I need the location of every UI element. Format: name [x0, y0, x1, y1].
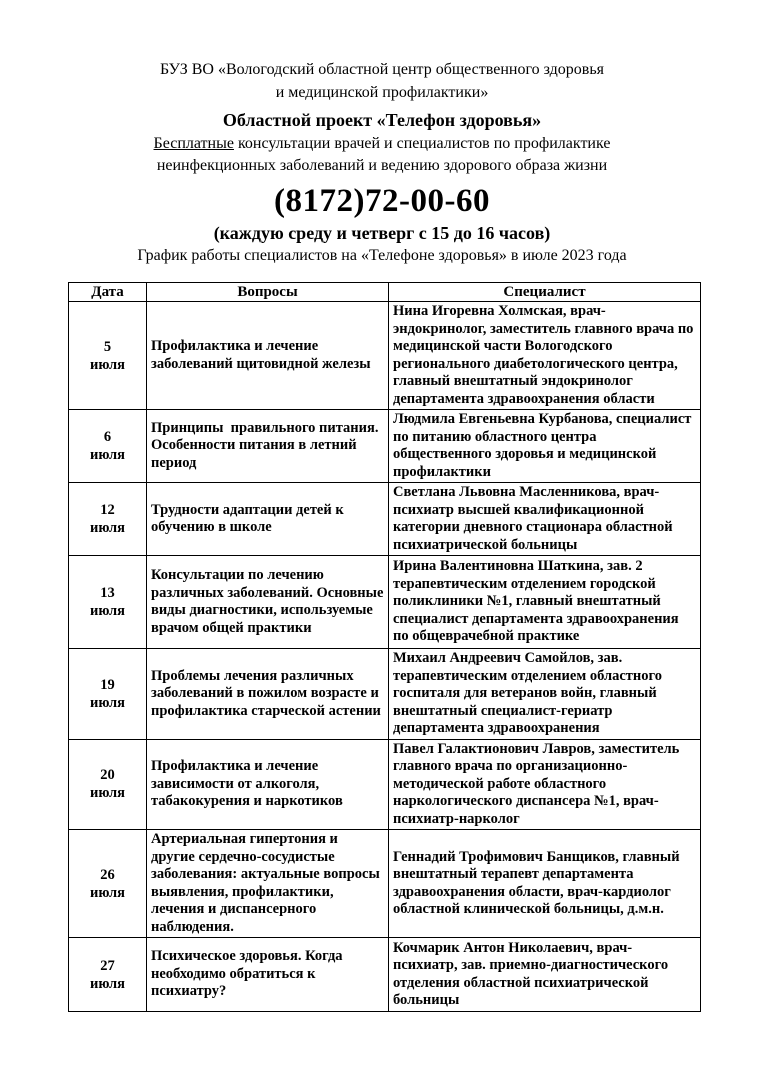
- topic-cell: Профилактика и лечение зависимости от алкоголя, табакокурения и наркотиков: [147, 739, 389, 830]
- date-month: июля: [89, 975, 126, 992]
- date-cell: [69, 938, 147, 1012]
- document-header: [0, 0, 764, 267]
- topic-cell: Психическое здоровья. Когда необходимо обратиться к психиатру?: [147, 938, 389, 1012]
- table-row: [69, 302, 701, 410]
- date-month: июля: [89, 694, 126, 711]
- date-cell: [69, 556, 147, 649]
- date-month: июля: [89, 884, 126, 901]
- phone-number: (8172)72-00-60: [274, 183, 490, 219]
- header-row: [69, 283, 701, 302]
- table-row: [69, 410, 701, 483]
- org-name-line2: и медицинской профилактики»: [275, 84, 489, 101]
- org-name-line1: БУЗ ВО «Вологодский областной центр общественного здоровья: [159, 61, 605, 78]
- schedule-table: [68, 282, 701, 1012]
- date-day: 20: [100, 767, 115, 784]
- table-row: [69, 483, 701, 556]
- date-month: июля: [89, 785, 126, 802]
- col-header-specialist: Специалист: [389, 283, 701, 302]
- topic-cell: Проблемы лечения различных заболеваний в пожилом возрасте и профилактика старческой астении: [147, 649, 389, 740]
- free-word-underlined: Бесплатные: [153, 135, 234, 152]
- date-cell: [69, 483, 147, 556]
- specialist-cell: Людмила Евгеньевна Курбанова, специалист по питанию областного центра общественного здоровья и медицинской профилактики: [389, 410, 701, 483]
- specialist-cell: Светлана Львовна Масленникова, врач-психиатр высшей квалификационной категории дневного стационара областной психиатрической больницы: [389, 483, 701, 556]
- table-row: [69, 556, 701, 649]
- topic-cell: Принципы правильного питания. Особенности питания в летний период: [147, 410, 389, 483]
- date-cell: [69, 302, 147, 410]
- col-header-date: Дата: [69, 283, 147, 302]
- schedule-hours: (каждую среду и четверг с 15 до 16 часов): [213, 223, 551, 243]
- specialist-cell: Геннадий Трофимович Банщиков, главный внештатный терапевт департамента здравоохранения области, врач-кардиолог областной клинической больницы, д.м.н.: [389, 830, 701, 938]
- date-day: 26: [100, 866, 115, 883]
- date-day: 13: [100, 585, 115, 601]
- specialist-cell: Михаил Андреевич Самойлов, зав. терапевтическим отделением областного госпиталя для ветеранов войн, главный внештатный специалист-гериатр департамента здравоохранения: [389, 649, 701, 740]
- specialist-cell: Нина Игоревна Холмская, врач-эндокринолог, заместитель главного врача по медицинской части Вологодского регионального диабетологического центра, главный внештатный эндокринолог департамента здравоохранения области: [389, 302, 701, 410]
- date-day: 6: [103, 429, 112, 445]
- specialist-cell: Кочмарик Антон Николаевич, врач-психиатр, зав. приемно-диагностического отделения областной психиатрической больницы: [389, 938, 701, 1012]
- date-day: 12: [100, 502, 115, 518]
- table-row: [69, 830, 701, 938]
- date-month: июля: [89, 356, 126, 373]
- date-month: июля: [89, 447, 126, 463]
- col-header-topic: Вопросы: [147, 283, 389, 302]
- free-consultations-line1: [0, 133, 764, 155]
- date-day: 27: [100, 957, 115, 974]
- table-row: [69, 739, 701, 830]
- schedule-table-body: [69, 302, 701, 1012]
- date-cell: [69, 410, 147, 483]
- date-day: 5: [103, 338, 112, 355]
- date-day: 19: [100, 676, 115, 693]
- topic-cell: Трудности адаптации детей к обучению в школе: [147, 483, 389, 556]
- date-cell: [69, 739, 147, 830]
- table-row: [69, 938, 701, 1012]
- free-consultations-line2: неинфекционных заболеваний и ведению здорового образа жизни: [156, 157, 608, 174]
- topic-cell: Артериальная гипертония и другие сердечно-сосудистые заболевания: актуальные вопросы выявления, профилактики, лечения и диспансерного наблюдения.: [147, 830, 389, 938]
- project-title: Областной проект «Телефон здоровья»: [222, 110, 542, 130]
- date-month: июля: [89, 603, 126, 619]
- date-month: июля: [89, 520, 126, 536]
- schedule-subtitle: График работы специалистов на «Телефоне здоровья» в июле 2023 года: [137, 247, 627, 264]
- specialist-cell: Ирина Валентиновна Шаткина, зав. 2 терапевтическим отделением городской поликлиники №1, главный внештатный специалист департамента здравоохранения по общеврачебной практике: [389, 556, 701, 649]
- date-cell: [69, 649, 147, 740]
- date-cell: [69, 830, 147, 938]
- topic-cell: Консультации по лечению различных заболеваний. Основные виды диагностики, используемые врачом общей практики: [147, 556, 389, 649]
- table-row: [69, 649, 701, 740]
- topic-cell: Профилактика и лечение заболеваний щитовидной железы: [147, 302, 389, 410]
- schedule-table-header: [69, 283, 701, 302]
- free-line1-rest: консультации врачей и специалистов по профилактике: [233, 135, 611, 152]
- specialist-cell: Павел Галактионович Лавров, заместитель главного врача по организационно-методической работе областного наркологического диспансера №1, врач-психиатр-нарколог: [389, 739, 701, 830]
